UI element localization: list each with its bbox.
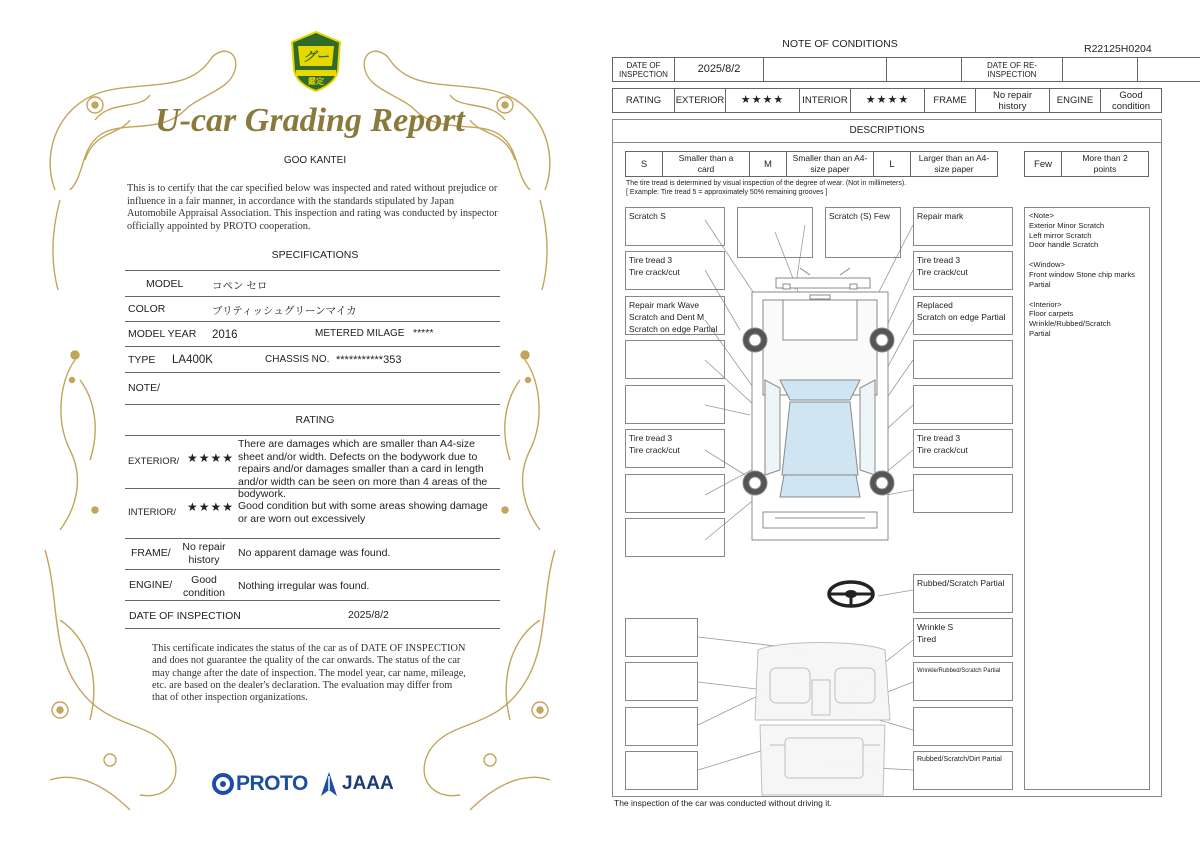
- notes-panel: [1024, 207, 1150, 790]
- interior-line: Partial: [1029, 328, 1051, 338]
- interior-line: Wrinkle/Rubbed/Scratch: [1029, 319, 1111, 329]
- box-interior-left-4: [625, 751, 698, 790]
- box-right-7: [913, 474, 1013, 513]
- tire-front-left-text: Tire tread 3 Tire crack/cut: [629, 255, 680, 277]
- certificate-footer: This certificate indicates the status of the car as of DATE OF INSPECTION and does not guarantee the quality of the car onwards. The status of the car may change after the date of inspection. The model year, car name, mileage, etc. are based on the dealer's declaration. The evaluation may differ from that of other inspection organizations.: [152, 643, 466, 704]
- date-of-inspection-cell: DATE OF INSPECTION: [612, 57, 675, 82]
- box-interior-2: Wrinkle/Rubbed/Scratch Partial: [913, 662, 1013, 701]
- legend-s: S: [625, 151, 663, 177]
- engine-cell: ENGINE: [1049, 88, 1101, 113]
- steering-wheel-icon: [829, 582, 873, 606]
- window-line: Partial: [1029, 279, 1051, 289]
- frame-value: No repair history: [975, 88, 1050, 113]
- type-value: LA400K: [172, 354, 213, 366]
- interior-cell: INTERIOR: [799, 88, 851, 113]
- interior-1-text: Wrinkle S Tired: [917, 622, 954, 644]
- box-top-middle-blank: [737, 207, 813, 258]
- tire-front-right-text: Tire tread 3 Tire crack/cut: [917, 255, 968, 277]
- note-line: Exterior Minor Scratch: [1029, 220, 1105, 230]
- interior-heading: <Interior>: [1029, 299, 1062, 309]
- engine-description: Nothing irregular was found.: [238, 580, 370, 592]
- box-interior-4: Rubbed/Scratch/Dirt Partial: [913, 751, 1013, 790]
- box-top-right: Repair mark: [913, 207, 1013, 246]
- color-value: ブリティッシュグリーンマイカ: [212, 305, 357, 317]
- note-label: NOTE/: [128, 382, 161, 394]
- interior-description: Good condition but with some areas showing damage or are worn out excessively: [238, 500, 488, 525]
- box-left-5: [625, 385, 725, 424]
- report-title: U-car Grading Report: [155, 102, 465, 139]
- goo-kantei-badge: [288, 30, 344, 92]
- frame-value: No repair history: [182, 541, 226, 566]
- badge-bottom-text: 鑑定: [308, 77, 324, 86]
- box-left-4: [625, 340, 725, 379]
- descriptions-heading: DESCRIPTIONS: [612, 119, 1162, 143]
- jaaa-mark-icon: [320, 771, 338, 797]
- frame-label: FRAME/: [131, 547, 171, 559]
- model-year-label: MODEL YEAR: [128, 328, 197, 340]
- jaaa-logo: [320, 770, 394, 798]
- window-line: Front window Stone chip marks: [1029, 269, 1135, 279]
- legend-few-desc: More than 2 points: [1061, 151, 1149, 177]
- tread-example: [ Example: Tire tread 5 = approximately 50% remaining grooves ]: [626, 189, 828, 196]
- right-3-text: Replaced Scratch on edge Partial: [917, 300, 1006, 322]
- box-right-3: [913, 296, 1013, 335]
- interior-label: INTERIOR/: [128, 507, 177, 518]
- box-tire-front-left: [625, 251, 725, 290]
- box-tire-front-right: [913, 251, 1013, 290]
- exterior-stars: ★★★★: [187, 451, 235, 465]
- tread-note: The tire tread is determined by visual inspection of the degree of wear. (Not in millimeters).: [626, 180, 907, 187]
- tire-rear-right-text: Tire tread 3 Tire crack/cut: [917, 433, 968, 455]
- legend-few: Few: [1024, 151, 1062, 177]
- box-top-left: Scratch S: [625, 207, 725, 246]
- legend-l-desc: Larger than an A4-size paper: [910, 151, 998, 177]
- box-tire-rear-right: [913, 429, 1013, 468]
- frame-description: No apparent damage was found.: [238, 547, 391, 559]
- date-of-reinspection-cell: DATE OF RE-INSPECTION: [961, 57, 1063, 82]
- box-interior-left-2: [625, 662, 698, 701]
- box-interior-3: [913, 707, 1013, 746]
- left-3-text: Repair mark Wave Scratch and Dent M Scratch on edge Partial: [629, 300, 718, 334]
- rating-heading: RATING: [295, 414, 335, 426]
- legend-m-desc: Smaller than an A4-size paper: [786, 151, 874, 177]
- proto-logo: [212, 770, 308, 798]
- box-interior-1: [913, 618, 1013, 657]
- conditions-title: NOTE OF CONDITIONS: [782, 38, 898, 50]
- box-left-3: [625, 296, 725, 335]
- engine-value: Good condition: [1100, 88, 1162, 113]
- model-value: コペン セロ: [212, 280, 268, 292]
- exterior-cell: EXTERIOR: [674, 88, 726, 113]
- milage-value: *****: [413, 327, 434, 339]
- date-of-inspection-value: 2025/8/2: [674, 57, 764, 82]
- model-year-value: 2016: [212, 329, 238, 341]
- type-label: TYPE: [128, 354, 156, 366]
- certification-intro: This is to certify that the car specified below was inspected and rated without prejudice or influence in a fair manner, in accordance with the standards stipulated by Japan Automobile Appraisal Association. This inspection and rating was conducted by inspector officially appointed by PROTO cooperation.: [127, 183, 498, 232]
- badge-top-text: グー: [302, 49, 329, 64]
- chassis-value: ***********353: [336, 354, 402, 366]
- proto-mark-icon: [212, 773, 234, 795]
- tire-rear-left-text: Tire tread 3 Tire crack/cut: [629, 433, 680, 455]
- conditions-footer: The inspection of the car was conducted without driving it.: [614, 798, 832, 808]
- jaaa-logo-text: JAAA: [342, 773, 394, 794]
- color-label: COLOR: [128, 303, 166, 315]
- window-heading: <Window>: [1029, 260, 1065, 270]
- report-id: R22125H0204: [1084, 43, 1152, 55]
- box-right-5: [913, 385, 1013, 424]
- box-top-middle: Scratch (S) Few: [825, 207, 901, 258]
- box-left-7: [625, 474, 725, 513]
- engine-value: Good condition: [182, 574, 226, 599]
- specifications-heading: SPECIFICATIONS: [271, 249, 359, 261]
- interior-line: Floor carpets: [1029, 309, 1074, 319]
- exterior-stars: ★★★★: [725, 88, 800, 113]
- box-steering: Rubbed/Scratch Partial: [913, 574, 1013, 613]
- interior-stars: ★★★★: [187, 500, 235, 514]
- chassis-label: CHASSIS NO.: [265, 354, 330, 365]
- box-left-8: [625, 518, 725, 557]
- box-right-4: [913, 340, 1013, 379]
- milage-label: METERED MILAGE: [315, 328, 405, 339]
- box-tire-rear-left: [625, 429, 725, 468]
- report-subtitle: GOO KANTEI: [283, 155, 347, 166]
- box-interior-left-3: [625, 707, 698, 746]
- exterior-description: There are damages which are smaller than A4-size sheet and/or width. Defects on the bodywork due to repairs and/or damages smaller than a card in length and/or width can be seen on more than 4 areas of the bodywork.: [238, 438, 488, 500]
- note-heading: <Note>: [1029, 211, 1054, 220]
- box-interior-left-1: [625, 618, 698, 657]
- date-of-inspection-value: 2025/8/2: [348, 609, 389, 621]
- date-of-inspection-label: DATE OF INSPECTION: [129, 610, 241, 622]
- model-label: MODEL: [146, 278, 184, 290]
- legend-m: M: [749, 151, 787, 177]
- exterior-label: EXTERIOR/: [128, 456, 180, 467]
- note-line: Door handle Scratch: [1029, 240, 1099, 250]
- note-line: Left mirror Scratch: [1029, 230, 1092, 240]
- frame-cell: FRAME: [924, 88, 976, 113]
- interior-stars: ★★★★: [850, 88, 925, 113]
- legend-s-desc: Smaller than a card: [662, 151, 750, 177]
- engine-label: ENGINE/: [129, 579, 173, 591]
- rating-cell: RATING: [612, 88, 675, 113]
- legend-l: L: [873, 151, 911, 177]
- proto-logo-text: PROTO: [236, 772, 308, 795]
- note-of-conditions: [600, 0, 1200, 848]
